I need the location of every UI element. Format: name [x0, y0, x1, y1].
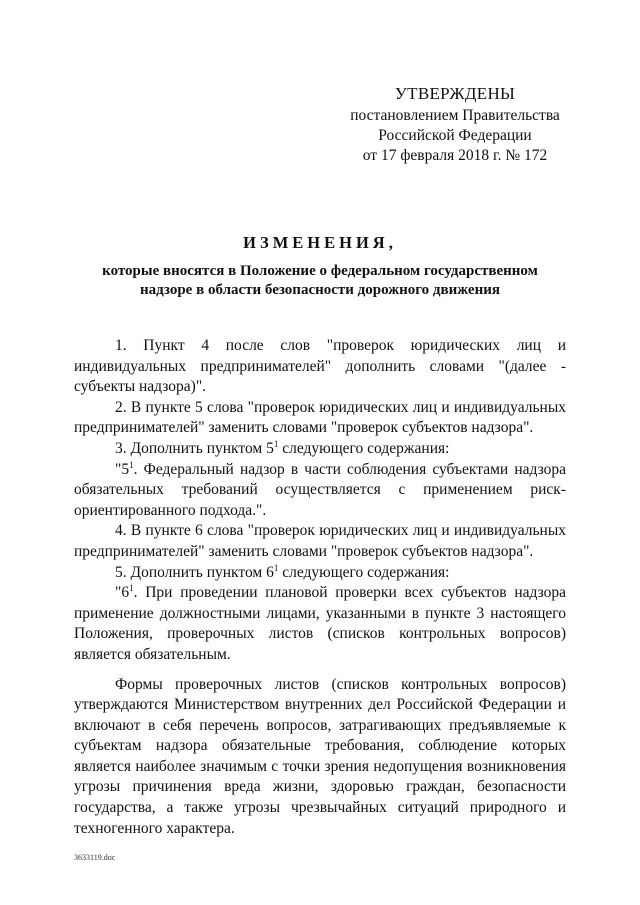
- subtitle-line-2: надзоре в области безопасности дорожного движения: [139, 282, 500, 298]
- paragraph-point-5-1-text: . Федеральный надзор в части соблюдения субъектами надзора обязательных требований осуществляется с применением риск-ориентированного подхода.".: [74, 460, 566, 519]
- paragraph-item-4: 4. В пункте 6 слова "проверок юридических лиц и индивидуальных предпринимателей" заменить словами "проверок субъектов надзора".: [74, 522, 566, 560]
- approval-line-1: постановлением Правительства: [350, 107, 560, 124]
- superscript-index: 1: [273, 562, 279, 573]
- paragraph-point-5-1-open: "5: [115, 460, 130, 478]
- paragraph-point-6-1-open: "6: [115, 584, 130, 602]
- superscript-index: 1: [273, 438, 279, 449]
- paragraph-item-3-text: 3. Дополнить пунктом 5: [115, 439, 274, 457]
- paragraph-item-5-text: 5. Дополнить пунктом 6: [115, 563, 274, 581]
- document-body: [74, 336, 566, 839]
- document-title: ИЗМЕНЕНИЯ,: [243, 233, 397, 252]
- approval-line-2: Российской Федерации: [378, 127, 532, 144]
- superscript-index: 1: [129, 583, 134, 594]
- paragraph-point-5-1: [74, 460, 566, 522]
- paragraph-point-6-1: [74, 583, 566, 665]
- paragraph-point-6-1-text: . При проведении плановой проверки всех субъектов надзора применение должностными лицами, указанными в пункте 3 настоящего Положения, проверочных листов (списков контрольных вопросов) является обязательным.: [74, 584, 566, 663]
- paragraph-item-3: [74, 439, 566, 460]
- file-reference: 3633119.doc: [74, 853, 116, 862]
- paragraph-item-5: [74, 563, 566, 584]
- subtitle-line-1: которые вносятся в Положение о федеральном государственном: [102, 263, 538, 279]
- approval-title: УТВЕРЖДЕНЫ: [394, 84, 516, 103]
- approval-block: [340, 84, 570, 166]
- paragraph-item-1: 1. Пункт 4 после слов "проверок юридических лиц и индивидуальных предпринимателей" дополнить словами "(далее - субъекты надзора)".: [74, 337, 566, 396]
- paragraph-item-5-tail: следующего содержания:: [278, 563, 450, 581]
- paragraph-item-2: 2. В пункте 5 слова "проверок юридических лиц и индивидуальных предпринимателей" заменить словами "проверок субъектов надзора".: [74, 398, 566, 437]
- superscript-index: 1: [129, 459, 134, 470]
- document-subtitle: [80, 262, 560, 300]
- paragraph-forms: Формы проверочных листов (списков контрольных вопросов) утверждаются Министерством внутренних дел Российской Федерации и включают в себя перечень вопросов, затрагивающих предъявляемые к субъектам надзора обязательные требования, соблюдение которых является наиболее значимым с точки зрения недопущения возникновения угрозы причинения вреда жизни, здоровью граждан, безопасности государства, а также угрозы чрезвычайных ситуаций природного и техногенного характера.: [74, 675, 566, 837]
- paragraph-item-3-tail: следующего содержания:: [278, 439, 450, 457]
- approval-line-3: от 17 февраля 2018 г. № 172: [362, 147, 548, 164]
